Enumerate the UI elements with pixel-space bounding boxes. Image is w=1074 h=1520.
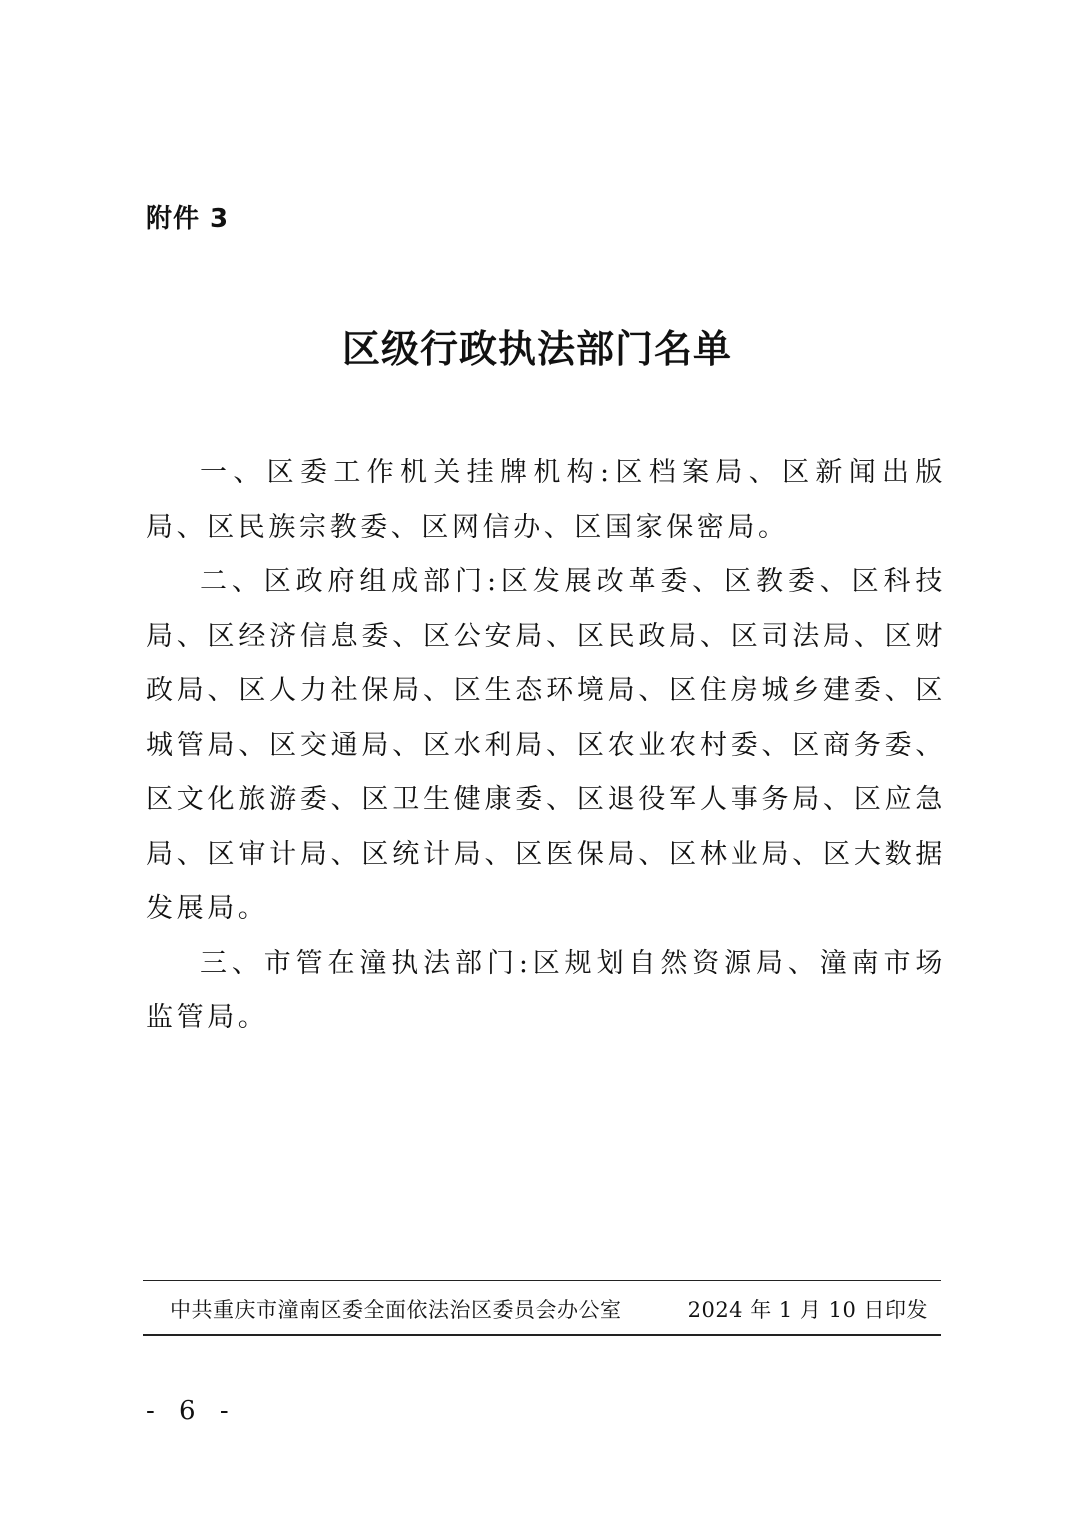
paragraph-party-agencies: 一、区委工作机关挂牌机构:区档案局、区新闻出版局、区民族宗教委、区网信办、区国家保密局。: [146, 457, 946, 543]
document-body: [146, 446, 946, 1046]
paragraph-government-departments: 二、区政府组成部门:区发展改革委、区教委、区科技局、区经济信息委、区公安局、区民政局、区司法局、区财政局、区人力社保局、区生态环境局、区住房城乡建委、区城管局、区交通局、区水利局、区农业农村委、区商务委、区文化旅游委、区卫生健康委、区退役军人事务局、区应急局、区审计局、区统计局、区医保局、区林业局、区大数据发展局。: [146, 566, 946, 924]
document-title: 区级行政执法部门名单: [341, 326, 732, 371]
footer-bottom-rule: [143, 1334, 941, 1336]
footer-issuer: 中共重庆市潼南区委全面依法治区委员会办公室: [170, 1298, 622, 1322]
footer-top-rule: [143, 1280, 941, 1281]
paragraph-municipal-departments: 三、市管在潼执法部门:区规划自然资源局、潼南市场监管局。: [146, 947, 946, 1033]
page-number: - 6 -: [146, 1396, 237, 1426]
footer-issue-date: 2024 年 1 月 10 日印发: [687, 1298, 928, 1322]
attachment-label: 附件 3: [146, 204, 230, 234]
